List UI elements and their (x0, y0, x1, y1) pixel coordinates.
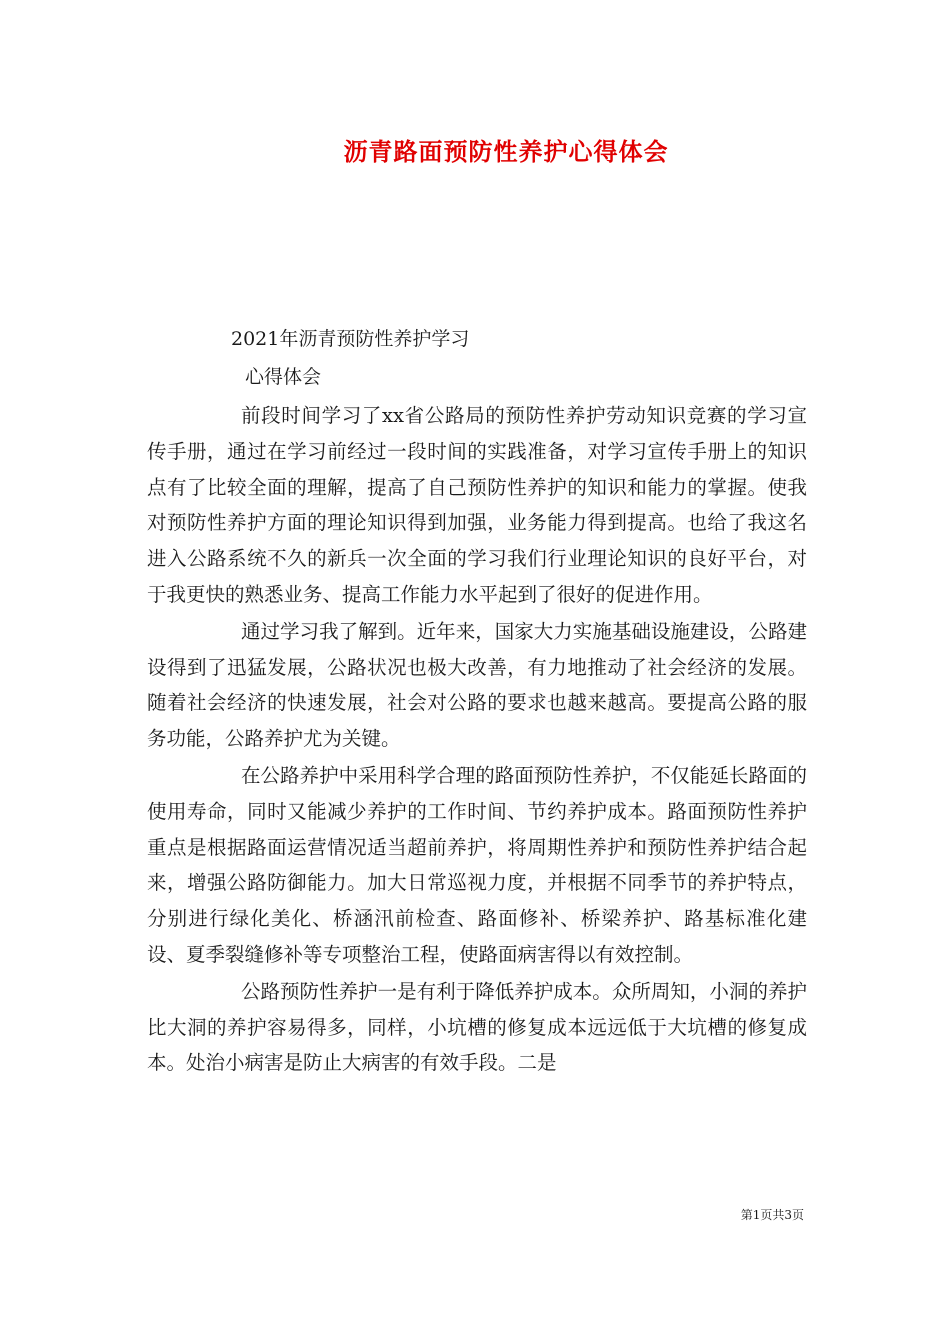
paragraph: 在公路养护中采用科学合理的路面预防性养护，不仅能延长路面的使用寿命，同时又能减少养护的工作时间、节约养护成本。路面预防性养护重点是根据路面运营情况适当超前养护，将周期性养护和预防性养护结合起来，增强公路防御能力。加大日常巡视力度，并根据不同季节的养护特点，分别进行绿化美化、桥涵汛前检查、路面修补、桥梁养护、路基标准化建设、夏季裂缝修补等专项整治工程，使路面病害得以有效控制。 (147, 763, 807, 966)
document-body (147, 398, 807, 1082)
paragraph: 前段时间学习了xx省公路局的预防性养护劳动知识竞赛的学习宣传手册，通过在学习前经过一段时间的实践准备，对学习宣传手册上的知识点有了比较全面的理解，提高了自己预防性养护的知识和能力的掌握。使我对预防性养护方面的理论知识得到加强，业务能力得到提高。也给了我这名进入公路系统不久的新兵一次全面的学习我们行业理论知识的良好平台，对于我更快的熟悉业务、提高工作能力水平起到了很好的促进作用。 (147, 404, 807, 606)
subtitle-line-2: 心得体会 (245, 366, 322, 388)
document-title: 沥青路面预防性养护心得体会 (343, 138, 669, 166)
page-number-footer: 第1页共3页 (740, 1208, 804, 1222)
subtitle-line-1: 2021年沥青预防性养护学习 (231, 328, 470, 350)
paragraph: 公路预防性养护一是有利于降低养护成本。众所周知，小洞的养护比大洞的养护容易得多，同样，小坑槽的修复成本远远低于大坑槽的修复成本。处治小病害是防止大病害的有效手段。二是 (147, 979, 807, 1075)
paragraph: 通过学习我了解到。近年来，国家大力实施基础设施建设，公路建设得到了迅猛发展，公路状况也极大改善，有力地推动了社会经济的发展。随着社会经济的快速发展，社会对公路的要求也越来越高。要提高公路的服务功能，公路养护尤为关键。 (147, 619, 807, 751)
